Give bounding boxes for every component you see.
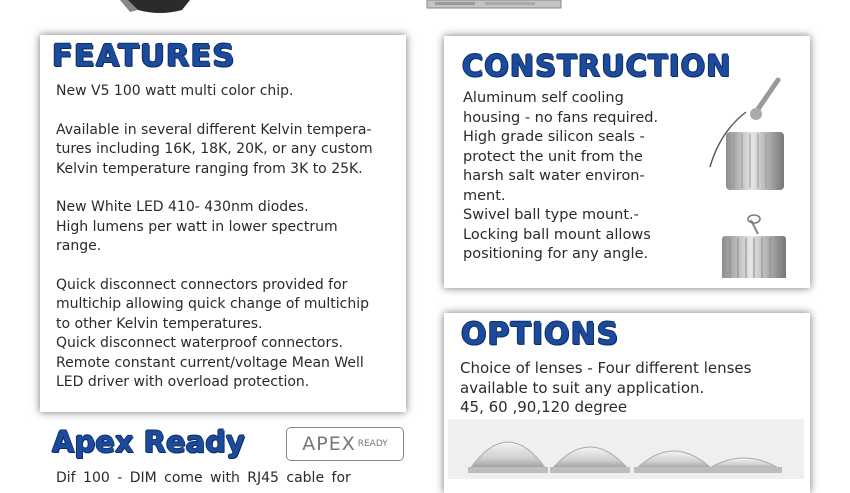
apex-body: Dif 100 - DIM come with RJ45 cable for <box>56 470 351 486</box>
driver-top-image <box>425 0 565 12</box>
features-heading: FEATURES <box>52 39 236 74</box>
options-card <box>444 313 810 493</box>
features-card <box>40 35 406 412</box>
construction-card <box>444 36 810 288</box>
options-body: Choice of lenses - Four different lenses available to suit any application. 45, 60 ,90,120 degree <box>460 359 752 416</box>
apex-logo-text: APEX <box>302 433 356 455</box>
options-heading: OPTIONS <box>461 317 620 352</box>
apex-heading: Apex Ready <box>52 425 245 459</box>
features-body <box>56 82 389 393</box>
construction-heading: CONSTRUCTION <box>462 49 732 83</box>
apex-logo-suffix: READY <box>357 439 388 449</box>
features-paragraph: Quick disconnect connectors provided for multichip allowing quick change of multichip to other Kelvin temperatures. Quick disconnect waterproof connectors. Remote constant current/voltage Mean Well LED driver with overload protection. <box>56 276 369 390</box>
apex-logo <box>286 427 404 461</box>
features-paragraph: New White LED 410- 430nm diodes. High lumens per watt in lower spectrum range. <box>56 199 338 254</box>
features-paragraph: New V5 100 watt multi color chip. <box>56 83 294 99</box>
construction-body: Aluminum self cooling housing - no fans required. High grade silicon seals - protect the unit from the harsh salt water environ- ment. Swivel ball type mount.- Locking ball mount allows positioning for any angle. <box>463 90 659 262</box>
features-paragraph: Available in several different Kelvin tempera- tures including 16K, 18K, 20K, or any custom Kelvin temperature ranging from 3K to 25K. <box>56 121 373 177</box>
fixture-image <box>706 72 798 278</box>
fixture-top-image <box>120 0 200 14</box>
lenses-image <box>448 419 804 479</box>
